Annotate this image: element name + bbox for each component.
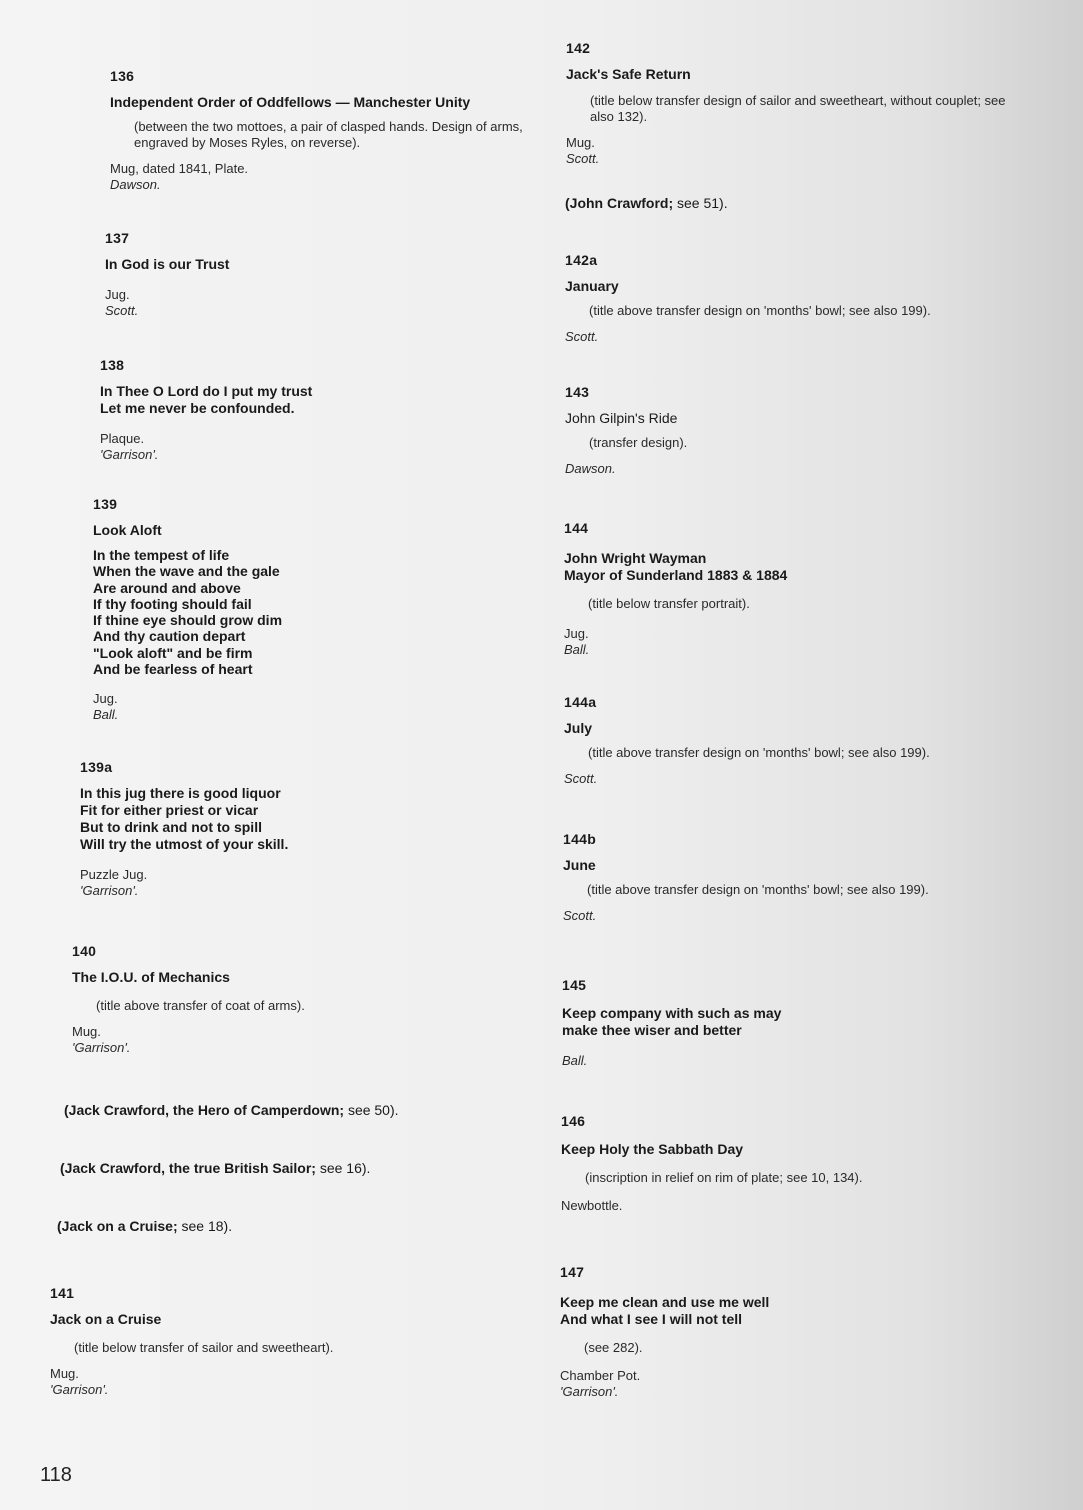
entry-object: Mug. bbox=[72, 1024, 101, 1039]
entry-142a bbox=[565, 252, 1015, 345]
entry-number: 144 bbox=[564, 520, 589, 536]
reference-see: see 16). bbox=[319, 1160, 371, 1176]
entry-title: John Wright Wayman Mayor of Sunderland 1883 & 1884 bbox=[564, 550, 788, 583]
entry-number: 136 bbox=[110, 68, 135, 84]
entry-source: 'Garrison'. bbox=[72, 1040, 131, 1055]
entry-title: Keep company with such as may make thee wiser and better bbox=[562, 1005, 782, 1038]
entry-number: 139 bbox=[93, 496, 118, 512]
page-number: 118 bbox=[40, 1464, 72, 1486]
cross-reference bbox=[565, 195, 728, 211]
entry-title: In Thee O Lord do I put my trust Let me never be confounded. bbox=[100, 383, 313, 416]
entry-number: 142 bbox=[566, 40, 591, 56]
entry-note: (between the two mottoes, a pair of clasped hands. Design of arms, engraved by Moses Ryles, on reverse). bbox=[134, 119, 523, 150]
entry-139 bbox=[93, 496, 563, 723]
entry-number: 141 bbox=[50, 1285, 75, 1301]
entry-number: 144b bbox=[563, 831, 597, 847]
reference-text: (Jack Crawford, the Hero of Camperdown; bbox=[64, 1102, 345, 1118]
entry-147 bbox=[560, 1264, 1010, 1400]
entry-140 bbox=[72, 943, 542, 1056]
reference-text: (Jack on a Cruise; bbox=[57, 1218, 178, 1234]
entry-object: Jug. bbox=[564, 626, 589, 641]
entry-142 bbox=[566, 40, 1016, 167]
entry-object: Mug. bbox=[566, 135, 595, 150]
entry-note: (title above transfer design on 'months' bowl; see also 199). bbox=[589, 303, 931, 318]
entry-source: 'Garrison'. bbox=[100, 447, 159, 462]
entry-source: Scott. bbox=[565, 329, 599, 344]
entry-title: Independent Order of Oddfellows — Manchester Unity bbox=[110, 94, 471, 110]
entry-title: In God is our Trust bbox=[105, 256, 230, 272]
entry-title: Jack on a Cruise bbox=[50, 1311, 162, 1327]
entry-note: (title below transfer design of sailor and sweetheart, without couplet; see also 132). bbox=[590, 93, 1006, 124]
entry-source: Ball. bbox=[562, 1053, 588, 1068]
entry-number: 139a bbox=[80, 759, 113, 775]
entry-note: (title above transfer design on 'months' bowl; see also 199). bbox=[587, 882, 929, 897]
entry-object: Mug. bbox=[50, 1366, 79, 1381]
reference-see: see 18). bbox=[181, 1218, 233, 1234]
entry-141 bbox=[50, 1285, 520, 1398]
entry-note: (title above transfer of coat of arms). bbox=[96, 998, 305, 1013]
entry-136 bbox=[110, 68, 580, 193]
entry-number: 143 bbox=[565, 384, 590, 400]
entry-number: 138 bbox=[100, 357, 125, 373]
entry-source: Scott. bbox=[564, 771, 598, 786]
entry-145 bbox=[562, 977, 1012, 1069]
reference-see: see 50). bbox=[347, 1102, 399, 1118]
reference-see: see 51). bbox=[677, 195, 728, 211]
entry-note: (title below transfer portrait). bbox=[588, 596, 750, 611]
entry-object: Newbottle. bbox=[561, 1198, 623, 1213]
cross-reference bbox=[64, 1102, 399, 1118]
entry-number: 145 bbox=[562, 977, 587, 993]
entry-title: June bbox=[563, 857, 596, 873]
entry-title: Look Aloft bbox=[93, 522, 162, 538]
entry-144b bbox=[563, 831, 1013, 924]
entry-object: Plaque. bbox=[100, 431, 145, 446]
entry-source: Ball. bbox=[564, 642, 590, 657]
entry-object: Mug, dated 1841, Plate. bbox=[110, 161, 249, 176]
entry-number: 140 bbox=[72, 943, 97, 959]
entry-title: Keep me clean and use me well And what I see I will not tell bbox=[560, 1294, 770, 1327]
entry-138 bbox=[100, 357, 570, 463]
entry-source: Scott. bbox=[566, 151, 600, 166]
entry-object: Puzzle Jug. bbox=[80, 867, 148, 882]
entry-object: Jug. bbox=[105, 287, 130, 302]
entry-number: 137 bbox=[105, 230, 130, 246]
entry-object: Chamber Pot. bbox=[560, 1368, 641, 1383]
entry-title: July bbox=[564, 720, 593, 736]
entry-source: Dawson. bbox=[110, 177, 161, 192]
entry-source: Scott. bbox=[563, 908, 597, 923]
entry-number: 142a bbox=[565, 252, 598, 268]
entry-note: (transfer design). bbox=[589, 435, 688, 450]
reference-text: (John Crawford; bbox=[565, 195, 674, 211]
entry-title: Jack's Safe Return bbox=[566, 66, 691, 82]
entry-title: January bbox=[565, 278, 619, 294]
entry-note: (inscription in relief on rim of plate; see 10, 134). bbox=[585, 1170, 863, 1185]
entry-144 bbox=[564, 520, 1014, 658]
cross-reference bbox=[60, 1160, 370, 1176]
entry-137 bbox=[105, 230, 575, 319]
entry-139a bbox=[80, 759, 550, 899]
entry-source: Scott. bbox=[105, 303, 139, 318]
entry-object: Jug. bbox=[93, 691, 118, 707]
reference-text: (Jack Crawford, the true British Sailor; bbox=[60, 1160, 316, 1176]
entry-number: 147 bbox=[560, 1264, 585, 1280]
entry-source: Dawson. bbox=[565, 461, 616, 476]
entry-source: 'Garrison'. bbox=[80, 883, 139, 898]
entry-verse: In the tempest of life When the wave and the gale Are around and above If thy footing should fail If thine eye should grow dim And thy caution depart "Look aloft" and be firm And be fearless of heart bbox=[93, 547, 283, 678]
entry-title: John Gilpin's Ride bbox=[565, 410, 678, 426]
entry-number: 144a bbox=[564, 694, 597, 710]
entry-source: 'Garrison'. bbox=[50, 1382, 109, 1397]
entry-144a bbox=[564, 694, 1014, 787]
entry-title: The I.O.U. of Mechanics bbox=[72, 969, 230, 985]
entry-note: (see 282). bbox=[584, 1340, 643, 1355]
entry-note: (title above transfer design on 'months' bowl; see also 199). bbox=[588, 745, 930, 760]
entry-note: (title below transfer of sailor and sweetheart). bbox=[74, 1340, 334, 1355]
entry-143 bbox=[565, 384, 1015, 477]
entry-number: 146 bbox=[561, 1113, 586, 1129]
entry-source: 'Garrison'. bbox=[560, 1384, 619, 1399]
entry-title: Keep Holy the Sabbath Day bbox=[561, 1141, 744, 1157]
entry-source: Ball. bbox=[93, 707, 119, 723]
cross-reference bbox=[57, 1218, 232, 1234]
entry-146 bbox=[561, 1113, 1011, 1214]
entry-verse: In this jug there is good liquor Fit for either priest or vicar But to drink and not to spill Will try the utmost of your skill. bbox=[80, 785, 289, 852]
